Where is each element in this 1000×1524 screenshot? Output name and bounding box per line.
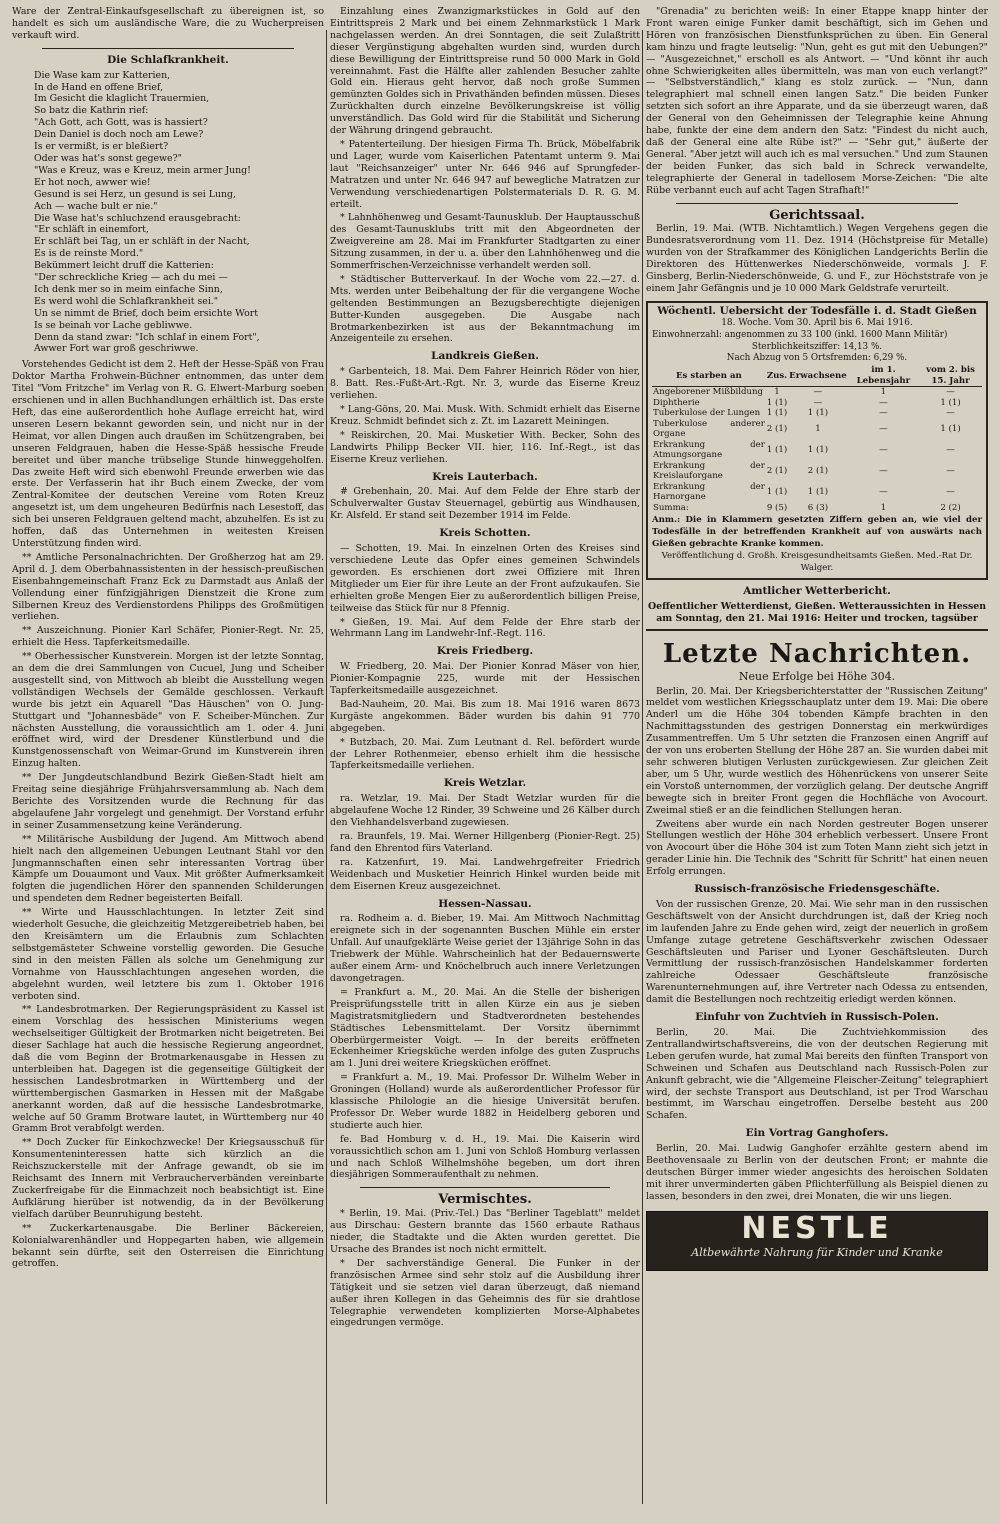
news-item: W. Friedberg, 20. Mai. Der Pionier Konrad Mäser von hier, Pionier-Kompagnie 225, wurde mit der Hessischen Tapferkeitsmedaille ausgezeichnet. — [330, 661, 640, 697]
section-heading: Landkreis Gießen. — [431, 350, 539, 363]
table-header-cell: Es starben an — [652, 365, 766, 387]
table-header-cell: im 1. Lebensjahr — [848, 365, 919, 387]
table-cell: — — [879, 487, 888, 498]
table-cell: 1 — [880, 502, 887, 513]
news-item: — Schotten, 19. Mai. In einzelnen Orten des Kreises sind verschiedene Leute das Opfer eines gemeinen Schwindels geworden. Es erschienen dort zwei Offiziere mit Ihren Mitglieder um Eier für ihre Leute an der Front aufzukaufen. Sie erhielten große Mengen Eier zu außerordentlich billigen Preise, teilweise das Stück für nur 8 Pfennig. — [330, 543, 640, 614]
column-3 — [646, 6, 988, 1504]
death-statistics-note: Anm.: Die in Klammern gesetzten Ziffern geben an, wie viel der Todesfälle in der betreffenden Krankheit auf von auswärts nach Gießen gebrachte Kranke kommen. — [652, 515, 982, 550]
table-header-cell: Erwachsene — [788, 365, 848, 387]
section-heading: Kreis Schotten. — [439, 527, 531, 540]
news-item: Einzahlung eines Zwanzigmarkstückes in Gold auf den Eintrittspreis 2 Mark und bei einem Zehnmarkstück 1 Mark nachgelassen werden. An drei Sonntagen, die seit Zulaßtritt dieser Vergünstigung abgehalten wurden sind, wurden durch diese Bewilligung der Eintrittspreise rund 50 000 Mark in Gold vereinnahmt. Fast die Hälfte aller zahlenden Besucher zahlte Gold ein. Hieraus geht hervor, daß noch große Summen gemünzten Goldes sich in Privathänden befinden müssen. Dieses Zurückhalten durch einzelne Bevölkerungskreise ist völlig unverständlich. Das Gold wird für die Stabilität und Sicherung der Währung dringend gebraucht. — [330, 6, 640, 137]
poem-line: Im Gesicht die klaglicht Trauermien, — [34, 93, 210, 105]
city-news — [330, 6, 640, 345]
news-item: ** Doch Zucker für Einkochzwecke! Der Kriegsausschuß für Konsumenteninteressen hatte sich kürzlich an die Reichszuckerstelle mit der Anfrage gewandt, ob sie im Reichsamt des Innern mit Verbraucherverbänden vereinbarte Zuckerfreigabe für die Einmachzeit noch beabsichtigt ist. Eine Aufklärung hierüber ist notwendig, da in der Bevölkerung vielfach darüber Beunruhigung besteht. — [12, 1137, 324, 1220]
poem-line: Es is de reinste Mord." — [34, 248, 144, 260]
poem-line: Dein Daniel is doch noch am Lewe? — [34, 129, 204, 141]
table-cell: 1 — [774, 387, 780, 398]
news-item: ra. Rodheim a. d. Bieber, 19. Mai. Am Mittwoch Nachmittag ereignete sich in der sogenannten Buschen Mühle ein erster Unfall. Auf unaufgeklärte Weise geriet der 13jährige Sohn in das Triebwerk der Mühle. Wahrscheinlich hat der Bedauernswerte außer einem Arm- und Knöchelbruch auch innere Verletzungen davongetragen. — [330, 913, 640, 984]
table-cell: — — [946, 387, 955, 398]
death-statistics-heading: Wöchentl. Uebersicht der Todesfälle i. d. Stadt Gießen — [657, 304, 977, 317]
news-item: * Lang-Göns, 20. Mai. Musk. With. Schmidt erhielt das Eiserne Kreuz. Schmidt befindet sich z. Zt. im Lazarett Meiningen. — [330, 404, 640, 427]
table-row — [652, 387, 982, 398]
divider — [646, 629, 988, 631]
column-rule — [326, 30, 327, 1504]
news-item: * Gießen, 19. Mai. Auf dem Felde der Ehre starb der Wehrmann Lang im Landwehr-Inf.-Regt. 116. — [330, 616, 640, 640]
poem-line: Bekümmert leicht druff die Katterien: — [34, 260, 214, 272]
table-cell: 1 (1) — [807, 487, 829, 498]
table-cell: Tuberkulose anderer Organe — [653, 418, 765, 440]
table-header-cell: vom 2. bis 15. Jahr — [919, 365, 982, 387]
table-cell: 2 (1) — [766, 466, 788, 477]
poem-line: Gesund is sei Herz, un gesund is sei Lung, — [34, 188, 237, 200]
news-item: Berlin, 20. Mai. Der Kriegsberichterstatter der "Russischen Zeitung" meldet vom westlichen Kriegsschauplatz unter dem 19. Mai: Die obere Anderl um die Höhe 304 tobenden Kämpfe brachten in den Nachmittagsstunden des gestrigen Donnerstag ein merkwürdiges Zusammentreffen. Um 5 Uhr setzten die Franzosen einen Angriff auf der von uns eroberten Stellung der Höhe 287 an. Sie wurden dabei mit sehr schweren blutigen Verlusten zurückgewiesen. Zur gleichen Zeit aber, um 5 Uhr, wurde westlich des Höhenrückens von unserer Seite ein Vorstoß unternommen, der vorzüglich gelang. Der deutsche Angriff bewegte sich in breiter Front gegen die Hochfläche von Avocourt. Zweimal stieß er an die feindlichen Stellungen heran. — [646, 685, 988, 816]
news-item: ** Amtliche Personalnachrichten. Der Großherzog hat am 29. April d. J. dem Oberbahnassistenten in der hessisch-preußischen Eisenbahngemeinschaft Franz Eck zu Darmstadt aus Anlaß der Vollendung einer fünfzigjährigen Dienstzeit die Krone zum Silbernen Kreuz des Verdienstordens Philipps des Großmütigen verliehen. — [12, 551, 324, 623]
table-row — [652, 419, 982, 440]
news-item: ** Oberhessischer Kunstverein. Morgen ist der letzte Sonntag, an dem die drei Sammlungen von Cucuel, Jung und Scheiber ausgestellt sind, von Mittwoch ab bleibt die Ausstellung wegen vollständigen Wechsels der Gemälde geschlossen. Verkauft wurde bis jetzt ein Aquarell "Das Häuschen" von O. Jung-Stuttgart und "Johannesbäde" von F. Scheiber-München. Zur nächsten Ausstellung, die voraussichtlich am 1. oder 4. Juni eröffnet wird, wird der Dresdener Künstlerbund und die Kunstgenossenschaft von Weimar-Grund im Kunstverein ihren Einzug halten. — [12, 651, 324, 770]
last-news-items — [646, 686, 988, 879]
table-cell: — — [879, 445, 888, 456]
local-news — [12, 552, 324, 1270]
misc-heading: Vermischtes. — [438, 1192, 532, 1208]
news-item: * Berlin, 19. Mai. (Priv.-Tel.) Das "Berliner Tageblatt" meldet aus Dirschau: Gestern brannte das 1560 erbaute Rathaus nieder, die Stadtakte und die Akten wurden gerettet. Die Ursache des Brandes ist noch nicht ermittelt. — [330, 1208, 640, 1255]
table-cell: Tuberkulose der Lungen — [653, 408, 761, 419]
section-heading: Hessen-Nassau. — [438, 897, 532, 910]
poem-line: Er hot noch, awwer wie! — [34, 176, 151, 188]
poem-line: "Ach Gott, ach Gott, was is hassiert? — [34, 117, 208, 129]
last-news-heading: Letzte Nachrichten. — [662, 638, 972, 669]
top-lines: Ware der Zentral-Einkaufsgesellschaft zu übereignen ist, so handelt es sich um ausländische Ware, die zu Wucherpreisen verkauft wird. — [12, 6, 324, 41]
table-row — [652, 440, 982, 461]
death-statistics-rate-adjusted: Nach Abzug von 5 Ortsfremden: 6,29 %. — [726, 353, 908, 364]
news-item: ** Der Jungdeutschlandbund Bezirk Gießen-Stadt hielt am Freitag seine diesjährige Frühjahrsversammlung ab. Nach dem Berichte des Vorsitzenden wurde die Rechnung für das abgelaufene Jahr vorgelegt und genehmigt. Der Vorstand erfuhr in seiner Zusammensetzung keine Veränderung. — [12, 772, 324, 831]
table-cell: — — [879, 466, 888, 477]
table-cell: 1 (1) — [766, 397, 788, 408]
news-item: Bad-Nauheim, 20. Mai. Bis zum 18. Mai 1916 waren 8673 Kurgäste angekommen. Bäder wurden bis dahin 91 770 abgegeben. — [330, 698, 640, 734]
poem — [12, 70, 324, 356]
nestle-advertisement — [646, 1211, 988, 1271]
court-report: Berlin, 19. Mai. (WTB. Nichtamtlich.) Wegen Vergehens gegen die Bundesratsverordnung vom 11. Dez. 1914 (Höchstpreise für Metalle) wurden von der Strafkammer des Königlichen Landgerichts Berlin die Direktoren des Hüttenwerkes Niederschönweide, vormals J. F. Ginsberg, Berlin-Niederschönweide, G. und F., zur Höchststrafe von je einem Jahr Gefängnis und je 10 000 Mark Geldstrafe verurteilt. — [646, 223, 988, 294]
russ-report: Von der russischen Grenze, 20. Mai. Wie sehr man in den russischen Geschäftswelt von der Ansicht durchdrungen ist, daß der Krieg noch im laufenden Jahre zu Ende gehen wird, zeigt der neuerlich in großem Umfange zutage getretene Geschäftsverkehr zwischen Odessaer Geschäftsleuten und Pariser und Lyoner Geschäftsleuten. Durch Vermittlung der russisch-französischen Handelskammer forderten zahlreiche Odessaer Geschäftsleute französische Warenunternehmungen auf, ihre Vertreter nach Odessa zu entsenden, damit die Bestellungen noch rechtzeitig erledigt werden können. — [646, 898, 988, 1006]
ad-tagline: Altbewährte Nahrung für Kinder und Kranke — [691, 1245, 943, 1259]
death-statistics-population: Einwohnerzahl: angenommen zu 33 100 (inkl. 1600 Mann Militär) — [652, 329, 948, 340]
table-cell: 6 (3) — [807, 502, 829, 513]
death-statistics-table — [652, 365, 982, 513]
news-item: fe. Bad Homburg v. d. H., 19. Mai. Die Kaiserin wird voraussichtlich schon am 1. Juni von Schloß Homburg verlassen und nach Schloß Wilhelmshöhe begeben, um dort ihren diesjährigen Sommeraufenthalt zu nehmen. — [330, 1133, 640, 1181]
table-cell: 1 — [815, 424, 821, 435]
news-item: Zweitens aber wurde ein nach Norden gestreuter Bogen unserer Stellungen westlich der Höhe 304 erheblich verbessert. Unsere Front von Avocourt über die Höhe 304 ist zum Toten Mann zieht sich jetzt in gerader Linie hin. Die Technik des "Schritt für Schritt" hat einen neuen Erfolg errungen. — [646, 818, 988, 878]
zucht-heading: Einfuhr von Zuchtvieh in Russisch-Polen. — [695, 1011, 939, 1024]
news-item: * Butzbach, 20. Mai. Zum Leutnant d. Rel. befördert wurde der Lehrer Rothenmeier, ebenso erhielt ihm die hessische Tapferkeitsmedaille verliehen. — [330, 736, 640, 772]
table-row — [652, 461, 982, 482]
death-statistics-period: 18. Woche. Vom 30. April bis 6. Mai 1916. — [721, 317, 913, 328]
table-row — [652, 408, 982, 419]
poem-line: Awwer Fort war groß geschriwwe. — [34, 343, 199, 355]
poem-line: "Er schläft in einemfort, — [34, 224, 149, 236]
ganghofer-heading: Ein Vortrag Ganghofers. — [745, 1127, 889, 1140]
news-item: ra. Katzenfurt, 19. Mai. Landwehrgefreiter Friedrich Weidenbach und Musketier Heinrich Hinkel wurden beide mit dem Eisernen Kreuz ausgezeichnet. — [330, 856, 640, 892]
poem-line: So batz die Kathrin rief: — [34, 105, 149, 117]
table-cell: 1 (1) — [807, 445, 829, 456]
news-item: ** Landesbrotmarken. Der Regierungspräsident zu Kassel ist einem Vorschlag des hessischen Ministeriums wegen wechselseitiger Gültigkeit der Brotmarken nicht beigetreten. Bei dieser Sachlage hat auch die hessische Regierung angeordnet, daß die vom Beginn der Brotmarkenausgabe in Hessen zu unterbleiben hat. Dagegen ist die gegenseitige Gültigkeit der hessischen Landesbrotmarken in Württemberg und der württembergischen Gasmarken in Hessen mit der Maßgabe anerkannt worden, daß auf die hessische Landesbrotmarke, welche auf 50 Gramm Brotware lautet, in Württemberg nur 40 Gramm Brot verabfolgt werden. — [12, 1004, 324, 1135]
column-2 — [330, 6, 640, 1504]
ganghofer-report: Berlin, 20. Mai. Ludwig Ganghofer erzählte gestern abend im Beethovensaale zu Berlin von der deutschen Front; er mahnte die deutschen Bürger immer wieder angesichts des heroischen Soldaten mit ihrer unverminderten gäben Pflichterfüllung als Beispiel dienen zu lassen, besonders in den zwei, drei Monaten, die wir uns liegen. — [646, 1143, 988, 1202]
poem-line: "Der schreckliche Krieg — ach du mei — — [34, 272, 228, 284]
poem-line: Oder was hat's sonst gegewe?" — [34, 152, 182, 164]
table-cell: — — [813, 387, 823, 398]
table-cell: 1 (1) — [940, 424, 961, 435]
table-cell: — — [879, 424, 888, 435]
grenadia-anecdote: "Grenadia" zu berichten weiß: In einer Etappe knapp hinter der Front waren einige Funker damit beschäftigt, sich im Gehen und Hören von französischen Dienstfunksprüchen zu üben. Ein General kam hinzu und fragte leutselig: "Nun, geht es gut mit den Uebungen?" — "Ausgezeichnet," erscholl es als Antwort. — "Und könnt ihr auch ohne Schwierigkeiten alles übermitteln, was man von euch verlangt?" — "Selbstverständlich," klang es stolz zurück. — "Nun, dann telegraphiert mal schnell einen langen Satz." Die beiden Funker setzten sich sofort an ihre Apparate, und da sie überzeugt waren, daß der General von den Geheimnissen der Telegraphie keine Ahnung habe, funkte der eine dem andern den Satz: "Findest du nicht auch, daß der General eine alte Rübe ist?" — "Sehr gut," äußerte der General. "Aber jetzt will auch ich es mal versuchen." Und zum Staunen der beiden Funker, das sich bald in Schreck verwandelte, telegraphierte der General in tadellosem Morse-Zeichen: "Die alte Rübe verbannt euch auf acht Tagen Strafhaft!" — [646, 6, 988, 196]
divider — [42, 48, 294, 49]
table-cell: — — [946, 466, 955, 477]
weather-report: Oeffentlicher Wetterdienst, Gießen. Wetteraussichten in Hessen am Sonntag, den 21. Mai 1916: Heiter und trocken, tagsüber — [647, 600, 987, 624]
table-cell: Diphtherie — [653, 397, 700, 408]
column-1 — [12, 6, 324, 1504]
news-item: * Lahnhöhenweg und Gesamt-Taunusklub. Der Hauptausschuß des Gesamt-Taunusklubs tritt mit den Abgeordneten der Zweigvereine am 28. Mai im Frankfurter Stadtgarten zu einer Sitzung zusammen, in der u. a. über den Lahnhöhenweg und die Sommerfrischen-Verzeichnisse verhandelt werden soll. — [330, 212, 640, 272]
section-heading: Kreis Lauterbach. — [432, 470, 538, 483]
poem-line: "Was e Kreuz, was e Kreuz, mein armer Jung! — [34, 164, 251, 176]
news-item: ** Zuckerkartenausgabe. Die Berliner Bäckereien, Kolonialwarenhändler und Hoppegarten haben, wie allgemein bekannt sein dürfte, seit den Osterreisen die Einrichtung getroffen. — [12, 1222, 324, 1270]
poem-line: Es werd wohl die Schlafkrankheit sei." — [34, 295, 219, 307]
column-rule — [642, 30, 643, 1504]
table-cell: Angeborener Mißbildung — [653, 387, 764, 398]
news-item: * Garbenteich, 18. Mai. Dem Fahrer Heinrich Röder von hier, 8. Batt. Res.-Fußt-Art.-Rgt. Nr. 3, wurde das Eiserne Kreuz verliehen. — [330, 366, 640, 402]
table-cell: 1 (1) — [940, 397, 961, 408]
section-heading: Kreis Friedberg. — [436, 645, 534, 658]
news-item: = Frankfurt a. M., 20. Mai. An die Stelle der bisherigen Preisprüfungsstelle tritt in allen Kürze ein aus je sieben Magistratsmitgliedern und Stadtverordneten bestehendes Städtisches Lebensmittelamt. Der Vorsitz übernimmt Oberbürgermeister Voigt. — In der bereits eröffneten Eckenheimer Kriegsküche werden infolge des guten Zuspruchs am 1. Juni drei weitere Kriegsküchen eröffnet. — [330, 986, 640, 1070]
table-cell: Erkrankung der Atmungsorgane — [653, 439, 765, 461]
russ-heading: Russisch-französische Friedensgeschäfte. — [694, 883, 940, 896]
poem-line: Er schläft bei Tag, un er schläft in der Nacht, — [34, 236, 250, 248]
table-cell: 1 (1) — [766, 487, 788, 498]
last-news-subheading: Neue Erfolge bei Höhe 304. — [738, 669, 896, 683]
table-cell: 2 (1) — [766, 424, 788, 435]
table-cell: 9 (5) — [766, 502, 788, 513]
table-cell: Erkrankung der Harnorgane — [653, 481, 765, 503]
table-cell: — — [946, 445, 955, 456]
news-item: ra. Wetzlar, 19. Mai. Der Stadt Wetzlar wurden für die abgelaufene Woche 12 Rinder, 39 Schweine und 26 Kälber durch den Viehhandelsverband zugewiesen. — [330, 793, 640, 829]
table-cell: Summa: — [653, 502, 689, 513]
zucht-report: Berlin, 20. Mai. Die Zuchtviehkommission des Zentrallandwirtschaftsvereins, die von der deutschen Regierung mit Leben gerufen wurde, hat zumal Mai bereits den fünften Transport von Schweinen und Schafen aus Deutschland nach Russisch-Polen zur Ankunft gebracht, wie die "Allgemeine Fleischer-Zeitung" telegraphiert wird, der sechste Transport aus Deutschland, ist per Trod Warschau bestimmt, im Warschau eingetroffen. Derselbe besteht aus 200 Schafen. — [646, 1027, 988, 1122]
poem-line: Denn da stand zwar: "Ich schlaf in einem Fort", — [34, 331, 260, 343]
court-heading: Gerichtssaal. — [769, 207, 865, 223]
news-item: ** Auszeichnung. Pionier Karl Schäfer, Pionier-Regt. Nr. 25, erhielt die Hess. Tapferkeitsmedaille. — [12, 625, 324, 649]
poem-line: Die Wase kam zur Katterien, — [34, 69, 171, 81]
death-statistics-box — [646, 301, 988, 580]
poem-line: Die Wase hat's schluchzend erausgebracht: — [34, 212, 241, 224]
table-cell: 1 (1) — [766, 445, 788, 456]
ad-brand: NESTLE — [741, 1210, 893, 1246]
table-cell: 1 — [880, 387, 887, 398]
news-item: = Frankfurt a. M., 19. Mai. Professor Dr. Wilhelm Weber in Groningen (Holland) wurde als außerordentlicher Professor für klassische Philologie an die hiesige Universität berufen. Professor Dr. Weber wurde 1882 in Heidelberg geboren und studierte auch hier. — [330, 1072, 640, 1131]
news-item: * Städtischer Butterverkauf. In der Woche vom 22.—27. d. Mts. werden unter Beibehaltung der für die vergangene Woche geltenden Bestimmungen an Bezugsberechtigte diejenigen Butter-Kunden ausgegeben. Die Ausgabe nach Brotmarkenbezirken ist aus der Bekanntmachung im Anzeigenteile zu ersehen. — [330, 273, 640, 345]
table-cell: — — [946, 408, 955, 419]
death-statistics-rate: Sterblichkeitsziffer: 14,13 %. — [751, 341, 883, 352]
table-cell: 1 (1) — [766, 408, 788, 419]
table-cell: 2 (1) — [807, 466, 829, 477]
news-item: ra. Braunfels, 19. Mai. Werner Hillgenberg (Pionier-Regt. 25) fand den Ehrentod fürs Vaterland. — [330, 831, 640, 854]
table-row — [652, 398, 982, 409]
poem-line: Is se beinah vor Lache gebliwwe. — [34, 319, 193, 331]
news-item: * Reiskirchen, 20. Mai. Musketier With. Becker, Sohn des Landwirts Philipp Becker VII. hier, 116. Inf.-Regt., ist das Eiserne Kreuz verliehen. — [330, 429, 640, 465]
regional-sections — [330, 351, 640, 1181]
weather-heading: Amtlicher Wetterbericht. — [743, 584, 891, 597]
section-heading: Kreis Wetzlar. — [443, 777, 527, 790]
table-row — [652, 503, 982, 514]
divider — [676, 203, 958, 204]
poem-line: Un se nimmt de Brief, doch beim ersichte Wort — [34, 307, 259, 319]
poem-commentary: Vorstehendes Gedicht ist dem 2. Heft der Hesse-Späß von Frau Doktor Martha Frohwein-Büchner entnommen, das unter dem Titel "Vom Fritzche" im Verlag von R. G. Elwert-Marburg soeben erschienen und in allen Buchhandlungen erhältlich ist. Das erste Heft, das eine außerordentlich hohe Auflage erreicht hat, wird unseren Lesern bekannt geworden sein, und nicht nur in der Heimat, vor allen Dingen auch draußen im Schützengraben, bei unseren Feldgrauen, haben die Hesse-Späß hessische Freude bereitet und über manche trübselige Stunde hinweggeholfen. Das zweite Heft wird sich ebenwohl Freunde erwerben wie das erste. Der Verfasserin hat ihr Buch einem Zwecke, der vom Zentral-Komitee der deutschen Vereine vom Roten Kreuz angesetzt ist, um dem ungeheuren Bedürfnis nach Lesestoff, das sich bei unseren Feldgrauen geltend macht, abzuhelfen. Es ist zu hoffen, daß das Unternehmen in weitesten Kreisen Unterstützung finden wird. — [12, 359, 324, 549]
table-cell: 2 (2) — [940, 502, 961, 513]
table-cell: 1 (1) — [807, 408, 829, 419]
misc-items — [330, 1208, 640, 1329]
table-header-cell: Zus. — [766, 365, 788, 387]
table-row — [652, 482, 982, 503]
poem-line: Ach — wache bult er nie." — [34, 200, 158, 212]
table-cell: — — [879, 408, 888, 419]
news-item: # Grebenhain, 20. Mai. Auf dem Felde der Ehre starb der Schulverwalter Gustav Steuernagel, gebürtig aus Windhausen, Kr. Alsfeld. Er stand seit Dezember 1914 im Felde. — [330, 486, 640, 522]
table-cell: — — [813, 397, 823, 408]
poem-line: Is er vermißt, is er bleßiert? — [34, 141, 169, 153]
divider — [360, 1187, 610, 1188]
poem-line: In de Hand en offene Brief, — [34, 81, 164, 93]
table-cell: — — [946, 487, 955, 498]
news-item: ** Militärische Ausbildung der Jugend. Am Mittwoch abend hielt nach den allgemeinen Uebungen Leutnant Stahl vor den Jungmannschaften einen sehr interessanten Vortrag über Kämpfe um Douaumont und Vaux. Mit größter Aufmerksamkeit folgten die jugendlichen Hörer den spannenden Schilderungen und spendeten dem Redner begeisterten Beifall. — [12, 833, 324, 905]
table-cell: — — [879, 397, 888, 408]
poem-title: Die Schlafkrankheit. — [107, 53, 229, 66]
table-cell: Erkrankung der Kreislauforgane — [653, 460, 765, 482]
news-item: ** Wirte und Hausschlachtungen. In letzter Zeit sind wiederholt Gesuche, die gleichzeitig Metzgereibetrieb haben, bei den Kreisämtern um die Erlaubnis zum Schlachten selbstgemästeter Schweine vorstellig geworden. Die Gesuche sind in den meisten Fällen als solche um Genehmigung zur Vornahme von Hausschlachtungen angesehen worden, die abgelehnt wurden, weil letztere bis zum 1. Oktober 1916 verboten sind. — [12, 907, 324, 1002]
news-item: * Der sachverständige General. Die Funker in der französischen Armee sind sehr stolz auf die Ausbildung ihrer Tätigkeit und sie setzen viel daran überzeugt, daß niemand außer ihren Kollegen in das Geheimnis des für sie drahtlose Telegraphie verwendeten komplizierten Morse-Alphabetes eingedrungen vermöge. — [330, 1257, 640, 1329]
poem-line: Ich denk mer so in meim einfache Sinn, — [34, 283, 223, 295]
death-statistics-signature: Veröffentlichung d. Großh. Kreisgesundheitsamts Gießen. Med.-Rat Dr. Walger. — [661, 551, 973, 573]
news-item: * Patenterteilung. Der hiesigen Firma Th. Brück, Möbelfabrik und Lager, wurde vom Kaiserlichen Patentamt unterm 9. Mai laut "Reichsanzeiger" unter Nr. 646 946 auf Sprungfeder-Matratzen und unter Nr. 646 947 auf bewegliche Matratzen zur Verwendung verschiedenartigen Polstermaterials D. R. G. M. erteilt. — [330, 138, 640, 210]
